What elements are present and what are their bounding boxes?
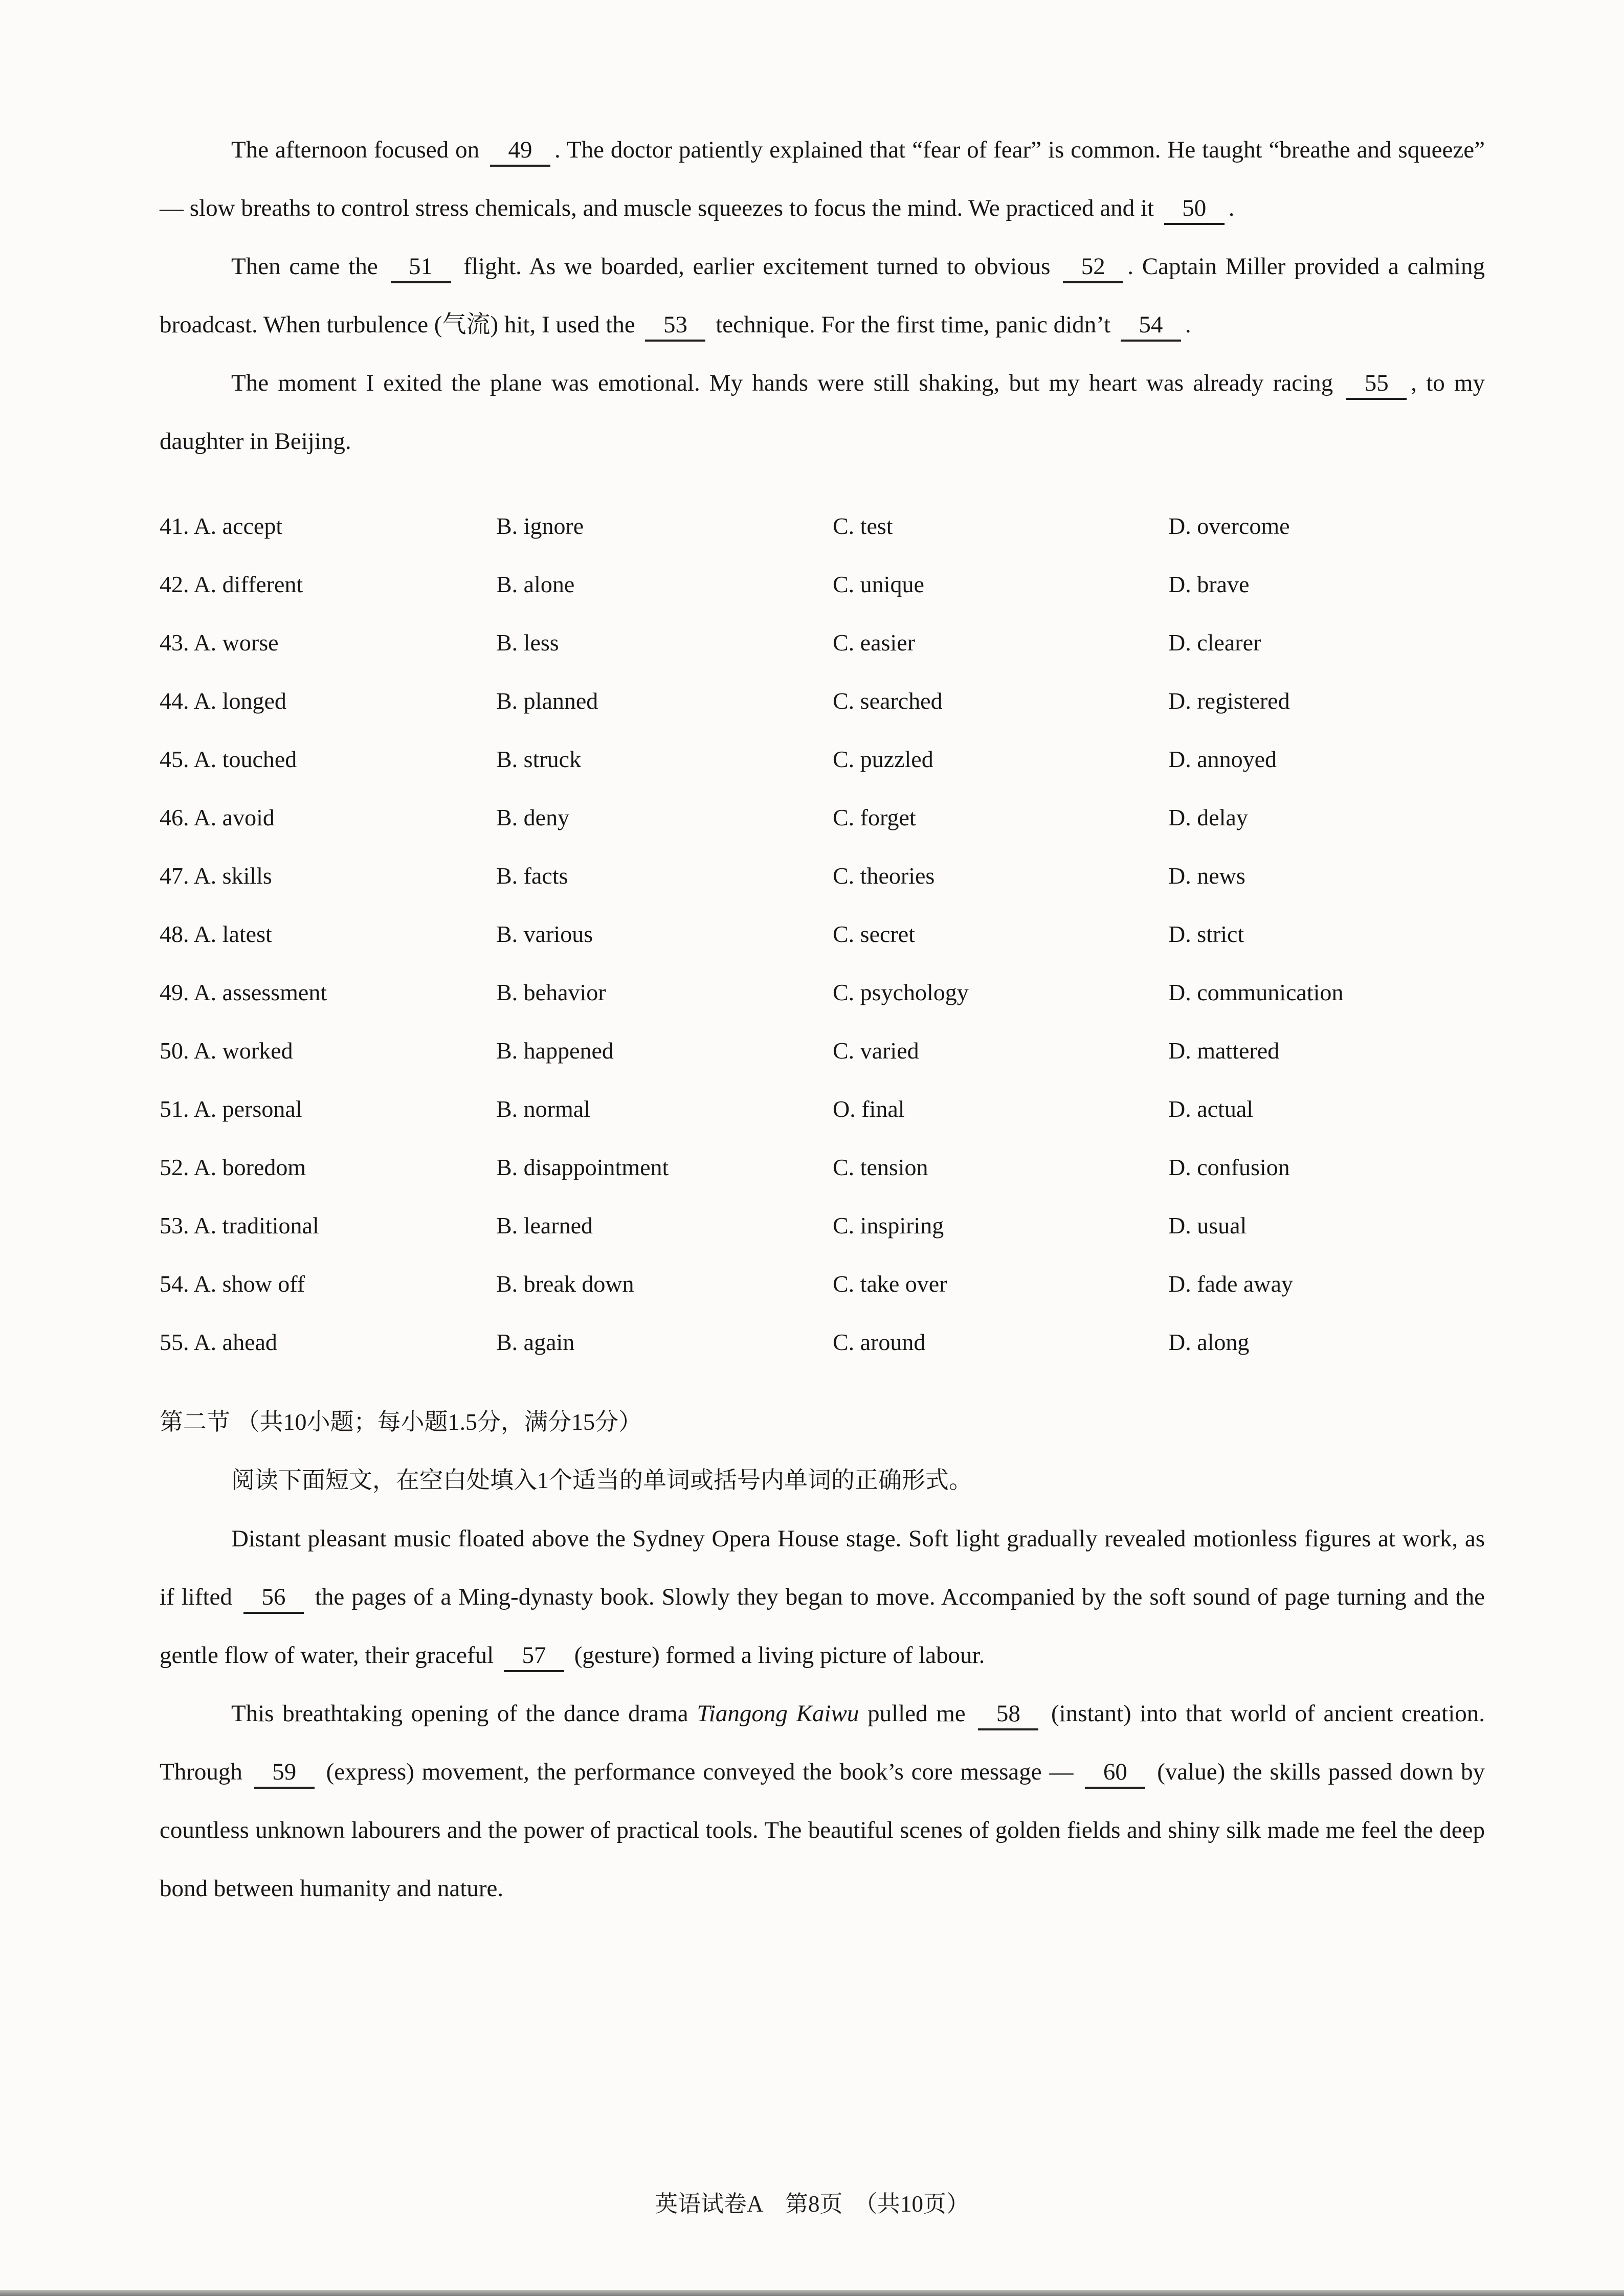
option-cell-a: 47. A. skills bbox=[160, 863, 272, 889]
option-cell-b: B. ignore bbox=[496, 513, 584, 539]
options-row bbox=[160, 905, 1485, 963]
options-row bbox=[160, 789, 1485, 847]
options-row bbox=[160, 1255, 1485, 1313]
option-cell-c: C. unique bbox=[833, 571, 924, 597]
options-row bbox=[160, 1022, 1485, 1080]
option-cell-b: B. planned bbox=[496, 688, 598, 714]
options-row bbox=[160, 497, 1485, 555]
page-footer bbox=[0, 2185, 1624, 2218]
passage-paragraph: This breathtaking opening of the dance drama Tiangong Kaiwu pulled me 58 (instant) into that world of ancient creation. Through 59 (express) movement, the performance conveyed the book’s core message — 60 (value) the skills passed down by countless unknown labourers and the power of practical tools. The beautiful scenes of golden fields and shiny silk made me feel the deep bond between humanity and nature. bbox=[160, 1700, 1485, 1902]
gap-fill-passage bbox=[160, 1510, 1485, 1918]
option-cell-c: C. theories bbox=[833, 863, 935, 889]
option-cell-b: B. deny bbox=[496, 804, 570, 830]
option-cell-c: C. varied bbox=[833, 1038, 919, 1064]
option-cell-d: D. actual bbox=[1168, 1096, 1254, 1122]
option-cell-d: D. registered bbox=[1168, 688, 1290, 714]
option-cell-a: 54. A. show off bbox=[160, 1271, 305, 1297]
blank-57: 57 bbox=[504, 1642, 564, 1672]
cloze-passage bbox=[160, 121, 1485, 470]
option-cell-a: 50. A. worked bbox=[160, 1038, 293, 1064]
option-cell-b: B. facts bbox=[496, 863, 568, 889]
option-cell-c: C. inspiring bbox=[833, 1212, 944, 1239]
blank-55: 55 bbox=[1346, 370, 1407, 400]
option-cell-b: B. again bbox=[496, 1329, 575, 1355]
section2-instruction: 阅读下面短文，在空白处填入1个适当的单词或括号内单词的正确形式。 bbox=[231, 1467, 972, 1493]
option-cell-d: D. communication bbox=[1168, 979, 1344, 1005]
options-table bbox=[160, 497, 1485, 1371]
option-cell-d: D. overcome bbox=[1168, 513, 1290, 539]
section-two bbox=[160, 1393, 1485, 1918]
option-cell-d: D. strict bbox=[1168, 921, 1244, 947]
blank-53: 53 bbox=[645, 312, 705, 342]
option-cell-c: O. final bbox=[833, 1096, 905, 1122]
option-cell-d: D. brave bbox=[1168, 571, 1250, 597]
option-cell-a: 42. A. different bbox=[160, 571, 303, 597]
option-cell-d: D. along bbox=[1168, 1329, 1250, 1355]
option-cell-c: C. forget bbox=[833, 804, 916, 830]
option-cell-d: D. confusion bbox=[1168, 1154, 1290, 1180]
scan-bottom-edge bbox=[0, 2290, 1624, 2296]
option-cell-b: B. less bbox=[496, 629, 559, 656]
option-cell-a: 52. A. boredom bbox=[160, 1154, 306, 1180]
blank-49: 49 bbox=[490, 137, 550, 167]
blank-56: 56 bbox=[243, 1584, 304, 1614]
option-cell-a: 51. A. personal bbox=[160, 1096, 302, 1122]
options-row bbox=[160, 1197, 1485, 1255]
option-cell-a: 53. A. traditional bbox=[160, 1212, 319, 1239]
passage-paragraph: The moment I exited the plane was emotional. My hands were still shaking, but my heart was already racing 55 , to my daughter in Beijing. bbox=[160, 370, 1485, 455]
passage-paragraph: The afternoon focused on 49 . The doctor patiently explained that “fear of fear” is common. He taught “breathe and squeeze” — slow breaths to control stress chemicals, and muscle squeezes to focus the mind. We practiced and it 50 . bbox=[160, 121, 1485, 237]
blank-54: 54 bbox=[1121, 312, 1181, 342]
options-row bbox=[160, 847, 1485, 905]
options-row bbox=[160, 672, 1485, 730]
option-cell-d: D. delay bbox=[1168, 804, 1248, 830]
option-cell-b: B. learned bbox=[496, 1212, 593, 1239]
option-cell-b: B. normal bbox=[496, 1096, 590, 1122]
option-cell-b: B. various bbox=[496, 921, 593, 947]
passage-paragraph: Distant pleasant music floated above the Sydney Opera House stage. Soft light gradually revealed motionless figures at work, as if lifted 56 the pages of a Ming-dynasty book. Slowly they began to move. Accompanied by the soft sound of page turning and the gentle flow of water, their graceful 57 (gesture) formed a living picture of labour. bbox=[160, 1510, 1485, 1684]
option-cell-c: C. secret bbox=[833, 921, 915, 947]
option-cell-b: B. behavior bbox=[496, 979, 606, 1005]
option-cell-a: 41. A. accept bbox=[160, 513, 283, 539]
options-row bbox=[160, 555, 1485, 614]
option-cell-d: D. fade away bbox=[1168, 1271, 1293, 1297]
options-row bbox=[160, 1138, 1485, 1197]
options-row bbox=[160, 1080, 1485, 1138]
option-cell-c: C. searched bbox=[833, 688, 943, 714]
options-row bbox=[160, 963, 1485, 1022]
option-cell-b: B. alone bbox=[496, 571, 575, 597]
option-cell-a: 48. A. latest bbox=[160, 921, 272, 947]
passage-paragraph: Then came the 51 flight. As we boarded, earlier excitement turned to obvious 52 . Captain Miller provided a calming broadcast. When turbulence (气流) hit, I used the 53 technique. For the first time, panic didn’t 54 . bbox=[160, 237, 1485, 354]
option-cell-c: C. puzzled bbox=[833, 746, 933, 772]
blank-51: 51 bbox=[391, 254, 451, 283]
option-cell-d: D. clearer bbox=[1168, 629, 1261, 656]
option-cell-a: 49. A. assessment bbox=[160, 979, 327, 1005]
option-cell-a: 55. A. ahead bbox=[160, 1329, 277, 1355]
footer-text: 英语试卷A 第8页 （共10页） bbox=[654, 2191, 969, 2217]
option-cell-d: D. mattered bbox=[1168, 1038, 1280, 1064]
option-cell-c: C. take over bbox=[833, 1271, 947, 1297]
option-cell-c: C. tension bbox=[833, 1154, 928, 1180]
section2-heading: 第二节 （共10小题；每小题1.5分，满分15分） bbox=[160, 1409, 642, 1435]
option-cell-c: C. psychology bbox=[833, 979, 969, 1005]
options-row bbox=[160, 1313, 1485, 1371]
options-row bbox=[160, 614, 1485, 672]
blank-59: 59 bbox=[254, 1759, 315, 1789]
option-cell-b: B. struck bbox=[496, 746, 582, 772]
blank-58: 58 bbox=[978, 1701, 1038, 1730]
option-cell-d: D. news bbox=[1168, 863, 1245, 889]
option-cell-a: 45. A. touched bbox=[160, 746, 297, 772]
option-cell-b: B. happened bbox=[496, 1038, 614, 1064]
option-cell-c: C. around bbox=[833, 1329, 926, 1355]
option-cell-b: B. disappointment bbox=[496, 1154, 669, 1180]
option-cell-a: 44. A. longed bbox=[160, 688, 286, 714]
option-cell-d: D. usual bbox=[1168, 1212, 1247, 1239]
option-cell-a: 43. A. worse bbox=[160, 629, 279, 656]
option-cell-d: D. annoyed bbox=[1168, 746, 1277, 772]
blank-60: 60 bbox=[1085, 1759, 1145, 1789]
option-cell-b: B. break down bbox=[496, 1271, 634, 1297]
option-cell-c: C. test bbox=[833, 513, 893, 539]
blank-50: 50 bbox=[1164, 195, 1225, 225]
options-row bbox=[160, 730, 1485, 789]
option-cell-c: C. easier bbox=[833, 629, 915, 656]
option-cell-a: 46. A. avoid bbox=[160, 804, 275, 830]
blank-52: 52 bbox=[1063, 254, 1123, 283]
